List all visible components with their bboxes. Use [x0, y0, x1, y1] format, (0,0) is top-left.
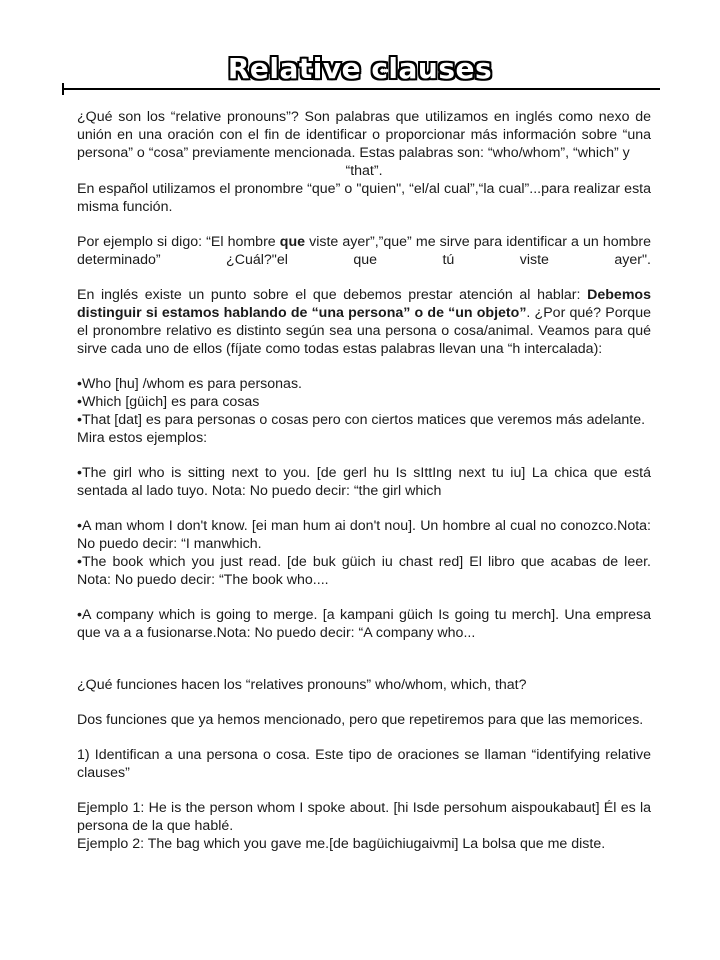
example-text-b: viste ayer”,”que” me sirve para identificar a un hombre determinado” ¿Cuál?"el que tú viste ayer". — [77, 234, 651, 268]
bullet-that: •That [dat] es para personas o cosas pero con ciertos matices que veremos más adelante. — [77, 412, 646, 428]
see-examples: Mira estos ejemplos: — [77, 430, 208, 446]
example-bold: que — [279, 234, 306, 250]
attention-paragraph — [77, 286, 651, 358]
attention-text-b: . ¿Por qué? Porque el pronombre relativo es distinto según sea una persona o cosa/animal. Veamos para qué sirve cada uno de ellos (fíjate como todas estas palabras llevan una “h intercalada): — [77, 305, 651, 357]
example-paragraph — [77, 233, 651, 269]
attention-text-a: En inglés existe un punto sobre el que debemos prestar atención al hablar: — [77, 287, 588, 303]
example-text-a: Por ejemplo si digo: “El hombre — [77, 234, 280, 250]
attention-bold: Debemos distinguir si estamos hablando de “una persona” o de “un objeto” — [77, 287, 651, 321]
example-man: •A man whom I don't know. [ei man hum ai don't nou]. Un hombre al cual no conozco.Nota: No puedo decir: “I manwhich. — [77, 518, 651, 552]
identify-paragraph: 1) Identifican a una persona o cosa. Este tipo de oraciones se llaman “identifying relative clauses” — [77, 747, 651, 781]
functions-question: ¿Qué funciones hacen los “relatives pronouns” who/whom, which, that? — [77, 677, 527, 693]
functions-paragraph: Dos funciones que ya hemos mencionado, pero que repetiremos para que las memorices. — [77, 712, 644, 728]
ejemplo-2: Ejemplo 2: The bag which you gave me.[de bagüichiugaivmi] La bolsa que me diste. — [77, 836, 606, 852]
intro-paragraph-end: “that”. — [345, 163, 383, 179]
example-company: •A company which is going to merge. [a kampani güich Is going tu merch]. Una empresa que va a a fusionarse.Nota: No puedo decir: “A company who... — [77, 607, 651, 641]
example-girl: •The girl who is sitting next to you. [de gerl hu Is sIttIng next tu iu] La chica que está sentada al lado tuyo. Nota: No puedo decir: “the girl which — [77, 465, 651, 499]
document-body — [77, 108, 651, 853]
bullet-who: •Who [hu] /whom es para personas. — [77, 376, 302, 392]
spanish-paragraph: En español utilizamos el pronombre “que” o "quien", “el/al cual”,“la cual”...para realizar esta misma función. — [77, 181, 651, 215]
title-block — [0, 52, 720, 85]
title-rule — [64, 88, 660, 90]
example-book: •The book which you just read. [de buk güich iu chast red] El libro que acabas de leer. Nota: No puedo decir: “The book who.... — [77, 554, 651, 588]
page-title: Relative clauses — [227, 52, 493, 85]
ejemplo-1: Ejemplo 1: He is the person whom I spoke about. [hi Isde persohum aispoukabaut] Él es la persona de la que hablé. — [77, 800, 651, 834]
intro-paragraph: ¿Qué son los “relative pronouns”? Son palabras que utilizamos en inglés como nexo de unión en una oración con el fin de identificar o proporcionar más información sobre “una persona” o “cosa” previamente mencionada. Estas palabras son: “who/whom”, “which” y — [77, 109, 651, 161]
bullet-which: •Which [güich] es para cosas — [77, 394, 260, 410]
